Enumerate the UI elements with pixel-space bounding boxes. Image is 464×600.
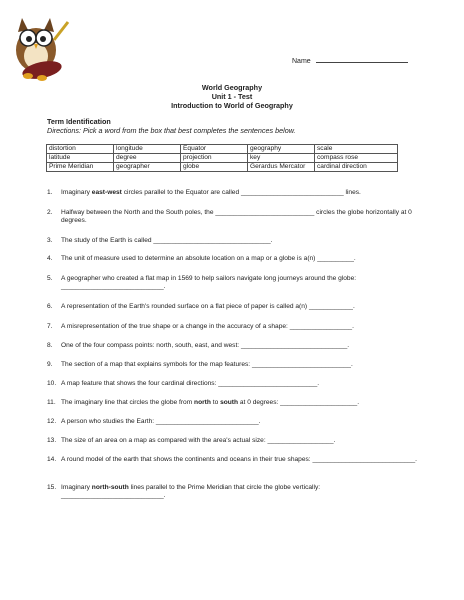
question-text: A misrepresentation of the true shape or a change in the accuracy of a shape: _________________. xyxy=(61,323,354,330)
question-text: A round model of the earth that shows the continents and oceans in their true shapes: ____________________________. xyxy=(61,456,417,463)
name-blank[interactable] xyxy=(316,56,408,63)
question-text: The unit of measure used to determine an absolute location on a map or a globe is a(n) __________. xyxy=(61,255,356,262)
term-identification-section xyxy=(47,117,296,135)
word-cell: distortion xyxy=(47,145,114,154)
question-number: 7. xyxy=(47,323,53,330)
question-number: 3. xyxy=(47,237,53,244)
title-course: World Geography xyxy=(201,83,263,92)
question-number: 2. xyxy=(47,209,53,216)
question-text: The section of a map that explains symbols for the map features: ___________________________. xyxy=(61,361,353,368)
word-cell: projection xyxy=(181,154,248,163)
question-number: 11. xyxy=(47,399,56,406)
word-cell: geography xyxy=(248,145,315,154)
document-title xyxy=(0,83,464,110)
word-cell: geographer xyxy=(114,163,181,172)
question-number: 9. xyxy=(47,361,53,368)
question-text: One of the four compass points: north, south, east, and west: _____________________________. xyxy=(61,342,350,349)
question-text: A person who studies the Earth: ____________________________. xyxy=(61,418,261,425)
question-number: 15. xyxy=(47,484,57,491)
question-text: Halfway between the North and the South poles, the ___________________________ circles the globe horizontally at 0 degrees. xyxy=(61,209,412,225)
section-directions: Directions: Pick a word from the box that best completes the sentences below. xyxy=(47,126,296,135)
title-topic: Introduction to World of Geography xyxy=(171,101,293,110)
word-cell: degree xyxy=(114,154,181,163)
name-label: Name xyxy=(292,58,311,65)
owl-mascot-icon xyxy=(6,10,72,82)
name-field xyxy=(292,56,408,65)
question-text: The imaginary line that circles the globe from north to south at 0 degrees: _____________________. xyxy=(61,399,360,406)
question-number: 1. xyxy=(47,189,53,196)
word-cell: latitude xyxy=(47,154,114,163)
word-cell: compass rose xyxy=(315,154,398,163)
word-cell: key xyxy=(248,154,315,163)
section-heading: Term Identification xyxy=(47,117,111,126)
word-cell: Gerardus Mercator xyxy=(248,163,315,172)
question-text: Imaginary north-south lines parallel to the Prime Meridian that circle the globe vertically: ____________________________. xyxy=(61,484,321,500)
word-cell: Prime Meridian xyxy=(47,163,114,172)
word-box-row xyxy=(47,145,398,154)
question-number: 5. xyxy=(47,275,53,282)
question-text: The study of the Earth is called ________________________________. xyxy=(61,237,273,244)
word-cell: scale xyxy=(315,145,398,154)
word-cell: globe xyxy=(181,163,248,172)
word-cell: Equator xyxy=(181,145,248,154)
word-box-row xyxy=(47,163,398,172)
question-number: 12. xyxy=(47,418,57,425)
question-text: The size of an area on a map as compared with the area's actual size: __________________. xyxy=(61,437,336,444)
question-text: Imaginary east-west circles parallel to the Equator are called ____________________________ lines. xyxy=(61,189,361,196)
question-number: 10. xyxy=(47,380,57,387)
word-box xyxy=(46,144,398,172)
question-number: 13. xyxy=(47,437,57,444)
question-number: 14. xyxy=(47,456,57,463)
question-number: 6. xyxy=(47,303,53,310)
question-number: 8. xyxy=(47,342,53,349)
question-number: 4. xyxy=(47,255,53,262)
word-box-row xyxy=(47,154,398,163)
word-cell: longitude xyxy=(114,145,181,154)
question-text: A geographer who created a flat map in 1569 to help sailors navigate long journeys around the globe: ____________________________. xyxy=(61,275,357,291)
title-unit: Unit 1 - Test xyxy=(211,92,253,101)
question-text: A map feature that shows the four cardinal directions: ___________________________. xyxy=(61,380,320,387)
word-cell: cardinal direction xyxy=(315,163,398,172)
question-text: A representation of the Earth's rounded surface on a flat piece of paper is called a(n) ____________. xyxy=(61,303,355,310)
